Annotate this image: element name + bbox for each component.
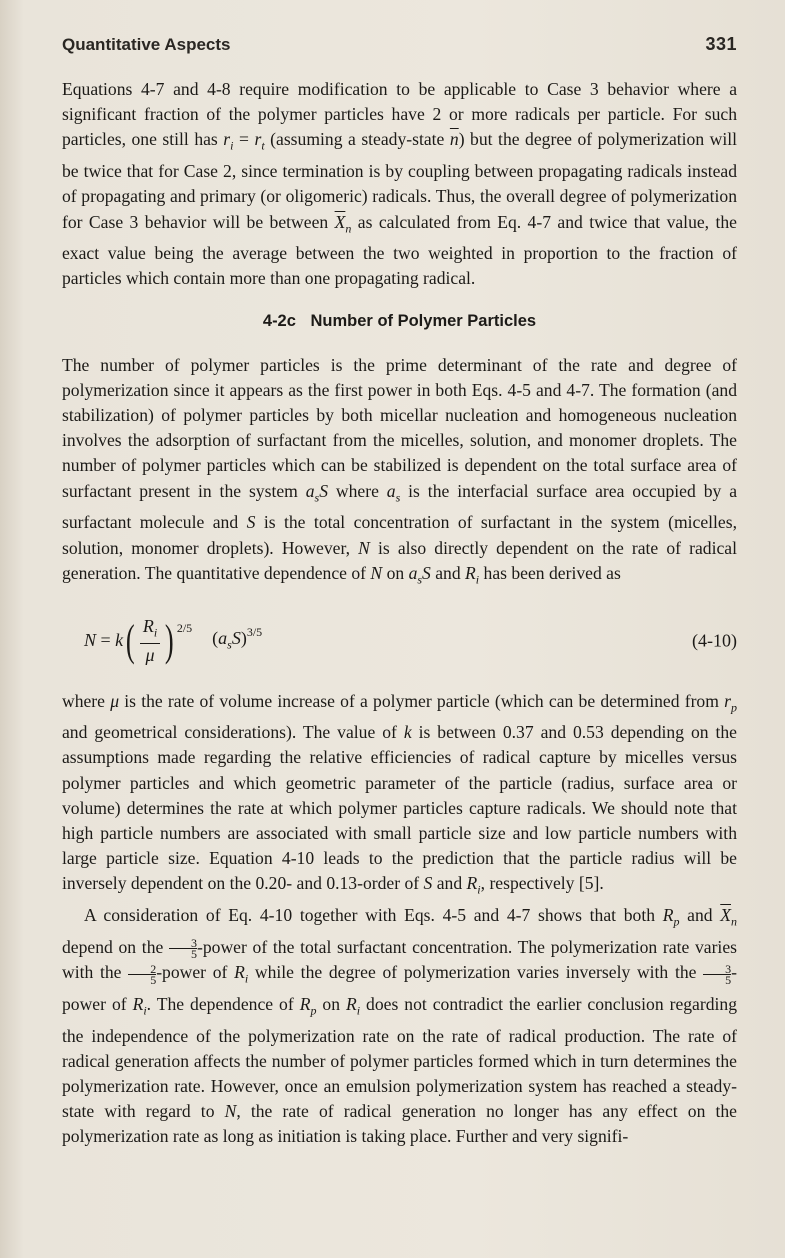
paragraph-case3: Equations 4-7 and 4-8 require modification to be applicable to Case 3 behavior where a significant fraction of the polymer particles have 2 or more radicals per particle. For such particles, one still has $r_i = r_t$ (assuming a steady-state $\overline{n}$) but the degree of polymerization will be twice that for Case 2, since termination is by coupling between propagating radicals instead of propagating and primary (or oligomeric) radicals. Thus, the overall degree of polymerization for Case 3 behavior will be between $\overline{X}_n$ as calculated from Eq. 4-7 and twice that value, the exact value being the average between the two weighted in proportion to the fraction of particles which contain more than one propagating radical. <box>62 79 737 289</box>
running-head <box>62 34 737 55</box>
section-heading <box>62 312 737 331</box>
section-number: 4-2c <box>262 311 296 330</box>
section-title: Number of Polymer Particles <box>310 311 537 330</box>
page-number: 331 <box>705 34 737 54</box>
paragraph-mu-definition: where μ is the rate of volume increase of a polymer particle (which can be determined from $r_p$ and geometrical considerations). The value of k is between 0.37 and 0.53 depending on the assumptions made regarding the relative efficiencies of radical capture by micelles versus polymer particles and which geometric parameter of the particle (radius, surface area or volume) determines the rate at which polymer particles capture radicals. We should note that high particle numbers are associated with small particle size and low particle numbers with large particle size. Equation 4-10 leads to the prediction that the particle radius will be inversely dependent on the 0.20- and 0.13-order of S and $R_i$, respectively [5]. <box>62 690 737 897</box>
running-title: Quantitative Aspects <box>62 35 231 54</box>
equation-4-10: N = k ( $\frac{R_i}{\mu}$ ) $^{2/5}$ $(a_sS)$ $^{3/5}$ (4-10) <box>84 615 737 666</box>
fraction-ri-over-mu: $\frac{R_i}{\mu}$ <box>140 615 160 667</box>
paragraph-particle-number: The number of polymer particles is the prime determinant of the rate and degree of polymerization since it appears as the first power in both Eqs. 4-5 and 4-7. The formation (and stabilization) of polymer particles by both micellar nucleation and homogeneous nucleation involves the adsorption of surfactant from the micelles, solution, and monomer droplets. The number of polymer particles which can be stabilized is dependent on the total surface area of surfactant present in the system $a_sS$ where $a_s$ is the interfacial surface area occupied by a surfactant molecule and S is the total concentration of surfactant in the system (micelles, solution, monomer droplets). However, N is also directly dependent on the rate of radical generation. The quantitative dependence of N on $a_sS$ and $R_i$ has been derived as <box>62 354 737 587</box>
paragraph-consideration: A consideration of Eq. 4-10 together with Eqs. 4-5 and 4-7 shows that both $R_p$ and $\overline{X}_n$ depend on the $\frac{3}{5}$ -power of the total surfactant concentration. The polymerization rate varies with the $\frac{2}{5}$ -power of $R_i$ while the degree of polymerization varies inversely with the $\frac{3}{5}$ -power of $R_i$. The dependence of $R_p$ on $R_i$ does not contradict the earlier conclusion regarding the independence of the polymerization rate on the rate of radical production. The rate of radical generation affects the number of polymer particles formed which in turn determines the polymerization rate. However, once an emulsion polymerization system has reached a steady-state with regard to N, the rate of radical generation no longer has any effect on the polymerization rate as long as initiation is taking place. Further and very signifi- <box>62 905 738 1147</box>
equation-number: (4-10) <box>692 630 737 651</box>
